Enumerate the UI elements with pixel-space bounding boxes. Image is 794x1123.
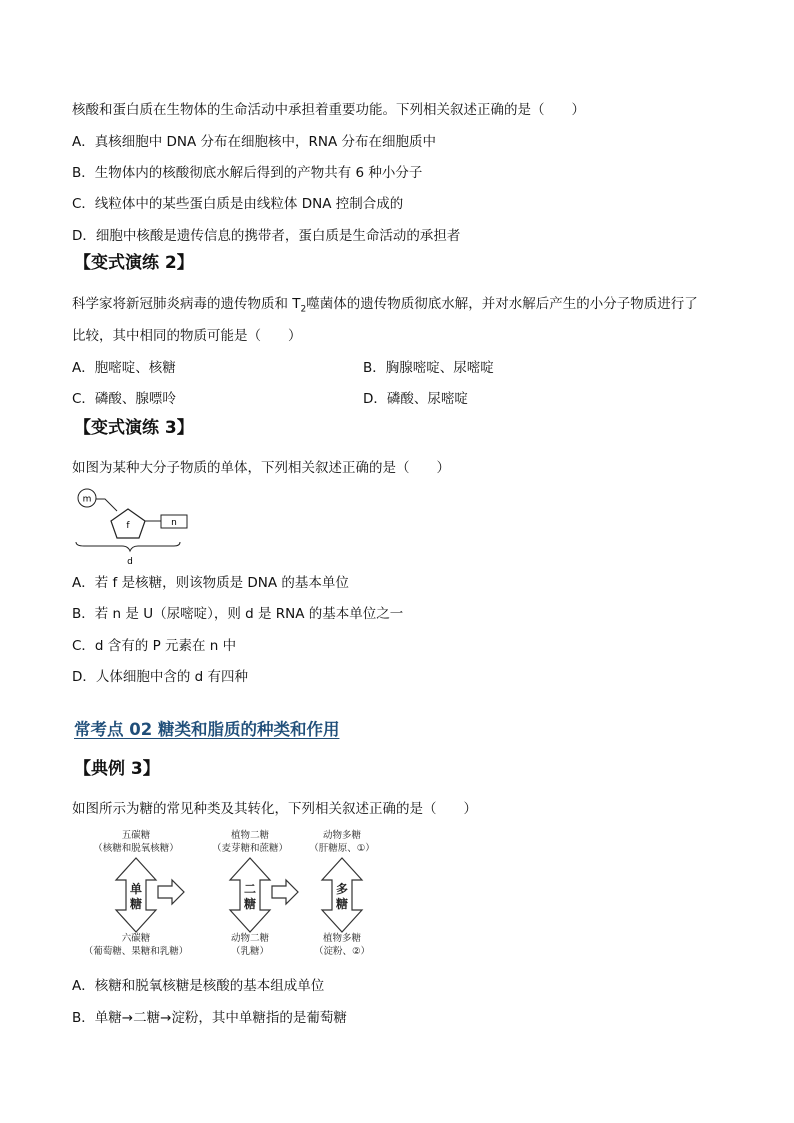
q1-option-b: B．生物体内的核酸彻底水解后得到的产物共有 6 种小分子: [72, 165, 423, 181]
col3-bottom-detail: （淀粉、②）: [313, 946, 371, 957]
q1-option-c: C．线粒体中的某些蛋白质是由线粒体 DNA 控制合成的: [72, 196, 404, 212]
col1-bottom-title: 六碳糖: [121, 933, 151, 944]
q4-option-b: B．单糖→二糖→淀粉，其中单糖指的是葡萄糖: [72, 1010, 347, 1026]
q4-option-a: A．核糖和脱氧核糖是核酸的基本组成单位: [72, 978, 325, 994]
sugar-conversion-figure: [82, 826, 382, 960]
label-d: d: [127, 557, 133, 567]
heading-variant-3: 【变式演练 3】: [74, 418, 194, 438]
col3-mid-char1: 多: [335, 882, 349, 896]
col3-mid-char2: 糖: [335, 897, 349, 911]
q2-stem-line1: [72, 295, 698, 319]
col3-bottom-title: 植物多糖: [322, 933, 362, 944]
q2-option-d: D．磷酸、尿嘧啶: [363, 391, 468, 407]
q2-option-b: B．胸腺嘧啶、尿嘧啶: [363, 360, 494, 376]
section-title: 常考点 02 糖类和脂质的种类和作用: [74, 720, 340, 739]
col2-bottom-detail: （乳糖）: [230, 946, 270, 957]
q4-stem: 如图所示为糖的常见种类及其转化，下列相关叙述正确的是（ ）: [72, 801, 477, 817]
q1-option-a: A．真核细胞中 DNA 分布在细胞核中，RNA 分布在细胞质中: [72, 134, 437, 150]
label-f: f: [126, 521, 130, 531]
label-m: m: [82, 494, 92, 505]
q3-stem: 如图为某种大分子物质的单体，下列相关叙述正确的是（ ）: [72, 460, 450, 476]
q2-stem-part-b: 噬菌体的遗传物质彻底水解，并对水解后产生的小分子物质进行了: [306, 296, 698, 312]
q2-stem-subscript: 2: [300, 304, 307, 315]
arrow-to-polysaccharide: [272, 880, 298, 904]
q2-option-a: A．胞嘧啶、核糖: [72, 360, 176, 376]
q1-stem: 核酸和蛋白质在生物体的生命活动中承担着重要功能。下列相关叙述正确的是（ ）: [72, 102, 585, 118]
q1-option-d: D．细胞中核酸是遗传信息的携带者，蛋白质是生命活动的承担者: [72, 228, 461, 244]
col3-top-detail: （肝糖原、①）: [309, 843, 375, 854]
q2-stem-line2: 比较，其中相同的物质可能是（ ）: [72, 328, 302, 344]
col2-bottom-title: 动物二糖: [230, 933, 270, 944]
col2-top-title: 植物二糖: [230, 830, 270, 841]
q3-option-a: A．若 f 是核糖，则该物质是 DNA 的基本单位: [72, 575, 349, 591]
col3-top-title: 动物多糖: [322, 830, 362, 841]
col1-top-detail: （核糖和脱氧核糖）: [93, 843, 179, 854]
col2-top-detail: （麦芽糖和蔗糖）: [211, 843, 289, 854]
q2-stem-part-a: 科学家将新冠肺炎病毒的遗传物质和 T: [72, 296, 301, 312]
heading-variant-2: 【变式演练 2】: [74, 253, 194, 273]
nucleotide-figure: [70, 484, 200, 568]
bond-m-f: [96, 499, 117, 511]
col2-mid-char1: 二: [243, 882, 257, 896]
col1-bottom-detail: （葡萄糖、果糖和乳糖）: [83, 946, 189, 957]
col1-top-title: 五碳糖: [121, 830, 151, 841]
col2-mid-char2: 糖: [243, 897, 257, 911]
q3-option-b: B．若 n 是 U（尿嘧啶），则 d 是 RNA 的基本单位之一: [72, 606, 404, 622]
label-n: n: [171, 518, 177, 528]
col1-mid-char1: 单: [129, 882, 143, 896]
col1-mid-char2: 糖: [129, 897, 143, 911]
arrow-to-disaccharide: [158, 880, 184, 904]
brace-d: [76, 542, 180, 551]
heading-example-3: 【典例 3】: [74, 759, 160, 779]
q3-option-d: D．人体细胞中含的 d 有四种: [72, 669, 249, 685]
q3-option-c: C．d 含有的 P 元素在 n 中: [72, 638, 237, 654]
q2-option-c: C．磷酸、腺嘌呤: [72, 391, 176, 407]
